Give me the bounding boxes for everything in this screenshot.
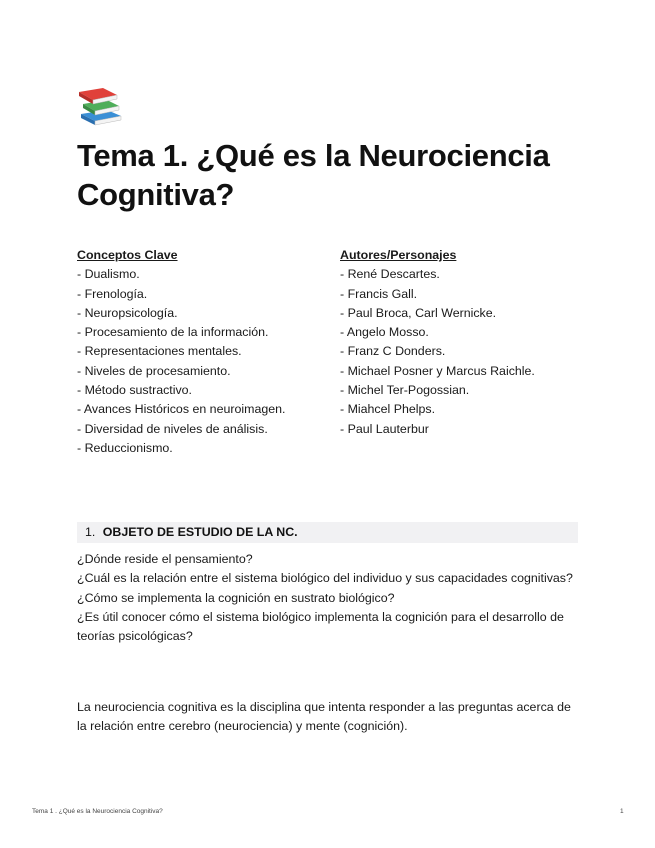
list-item: - Reduccionismo.	[77, 440, 173, 455]
list-item: - Michael Posner y Marcus Raichle.	[340, 363, 535, 378]
list-item: - Dualismo.	[77, 267, 140, 282]
list-item: - Método sustractivo.	[77, 383, 193, 398]
books-icon	[77, 84, 125, 128]
concepts-list	[77, 265, 327, 458]
list-item: - Avances Históricos en neuroimagen.	[77, 402, 286, 417]
question-text: ¿Cuál es la relación entre el sistema biológico del individuo y sus capacidades cognitivas?	[77, 571, 573, 586]
list-item: - Miahcel Phelps.	[340, 402, 436, 417]
definition-paragraph: La neurociencia cognitiva es la disciplina que intenta responder a las preguntas acerca de la relación entre cerebro (neurociencia) y mente (cognición).	[77, 700, 571, 734]
authors-heading: Autores/Personajes	[340, 248, 457, 262]
list-item: - Paul Broca, Carl Wernicke.	[340, 305, 497, 320]
list-item: - Representaciones mentales.	[77, 344, 242, 359]
list-item: - Francis Gall.	[340, 286, 418, 301]
questions-block	[77, 550, 582, 646]
authors-column	[340, 246, 580, 439]
list-item: - René Descartes.	[340, 267, 440, 282]
list-item: - Diversidad de niveles de análisis.	[77, 421, 268, 436]
list-item: - Angelo Mosso.	[340, 325, 429, 340]
authors-list	[340, 265, 580, 439]
page-title: Tema 1. ¿Qué es la Neurociencia Cognitiva?	[77, 138, 550, 212]
question-text: ¿Cómo se implementa la cognición en sustrato biológico?	[77, 590, 395, 605]
list-item: - Neuropsicología.	[77, 305, 178, 320]
list-item: - Michel Ter-Pogossian.	[340, 383, 470, 398]
list-item: - Paul Lauterbur	[340, 421, 429, 436]
footer-title: Tema 1 . ¿Qué es la Neurociencia Cognitiva?	[32, 808, 163, 815]
concepts-heading: Conceptos Clave	[77, 248, 178, 262]
question-text: ¿Dónde reside el pensamiento?	[77, 552, 253, 566]
list-item: - Procesamiento de la información.	[77, 325, 269, 340]
concepts-column	[77, 246, 327, 458]
section-heading	[77, 522, 578, 543]
section-title: OBJETO DE ESTUDIO DE LA NC.	[102, 525, 298, 539]
list-item: - Niveles de procesamiento.	[77, 363, 231, 378]
question-text: ¿Es útil conocer cómo el sistema biológico implementa la cognición para el desarrollo de teorías psicológicas?	[77, 609, 564, 644]
page-number: 1	[620, 808, 624, 815]
list-item: - Franz C Donders.	[340, 344, 446, 359]
section-number: 1.	[85, 525, 96, 539]
list-item: - Frenología.	[77, 286, 148, 301]
